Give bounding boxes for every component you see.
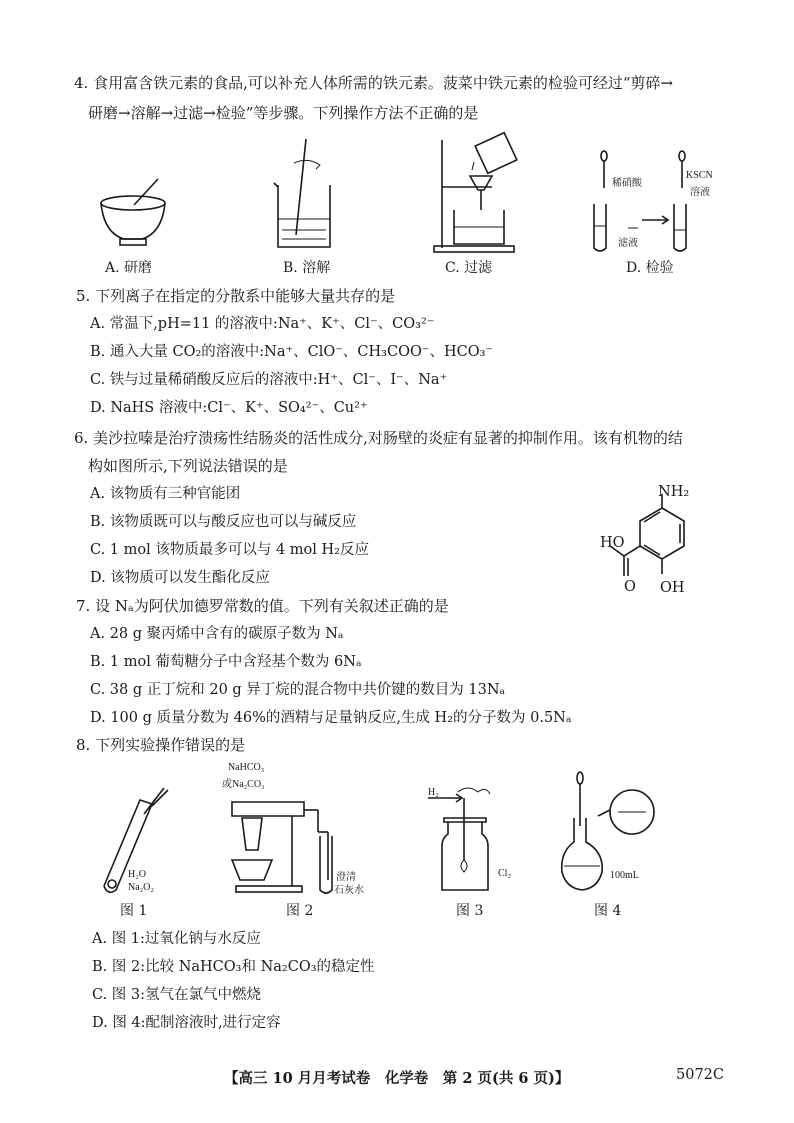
q5-option-d: D. NaHS 溶液中:Cl⁻、K⁺、SO₄²⁻、Cu²⁺ bbox=[90, 400, 368, 416]
q7-option-c: C. 38 g 正丁烷和 20 g 异丁烷的混合物中共价键的数目为 13Nₐ bbox=[90, 682, 506, 698]
label-limewater: 澄清 bbox=[336, 872, 356, 883]
q6-stem-line1: 6. 美沙拉嗪是治疗溃疡性结肠炎的活性成分,对肠壁的炎症有显著的抑制作用。该有机物的结 bbox=[74, 429, 683, 447]
q8-option-c: C. 图 3:氢气在氯气中燃烧 bbox=[92, 987, 262, 1003]
q6-option-a: A. 该物质有三种官能团 bbox=[90, 486, 241, 502]
beaker-with-stirring-rod-icon bbox=[268, 135, 348, 253]
q6-option-d: D. 该物质可以发生酯化反应 bbox=[90, 570, 270, 586]
label-dilute-acid: 稀硝酸 bbox=[612, 178, 642, 189]
label-h2: H₂ bbox=[428, 787, 439, 798]
label-limewater-2: 石灰水 bbox=[334, 885, 364, 896]
q7-stem: 7. 设 Nₐ为阿伏加德罗常数的值。下列有关叙述正确的是 bbox=[76, 597, 449, 615]
q8-fig3-caption: 图 3 bbox=[456, 903, 484, 919]
q4-stem-line1: 4. 食用富含铁元素的食品,可以补充人体所需的铁元素。菠菜中铁元素的检验可经过“剪碎→ bbox=[74, 74, 674, 92]
gas-jar-burning-icon bbox=[428, 786, 528, 896]
filtration-apparatus-icon bbox=[432, 132, 532, 257]
q8-option-b: B. 图 2:比较 NaHCO₃和 Na₂CO₃的稳定性 bbox=[92, 959, 375, 975]
label-filtrate: 滤液 bbox=[618, 238, 638, 249]
q5-option-c: C. 铁与过量稀硝酸反应后的溶液中:H⁺、Cl⁻、I⁻、Na⁺ bbox=[90, 372, 448, 388]
mortar-and-pestle-icon bbox=[98, 175, 168, 255]
structure-o-label: O bbox=[624, 579, 636, 595]
q6-option-c: C. 1 mol 该物质最多可以与 4 mol H₂反应 bbox=[90, 542, 369, 558]
q8-option-a: A. 图 1:过氧化钠与水反应 bbox=[92, 931, 261, 947]
label-100ml: 100mL bbox=[610, 870, 639, 881]
label-na2o2: Na₂O₂ bbox=[128, 882, 154, 893]
page-footer: 【高三 10 月月考试卷 化学卷 第 2 页(共 6 页)】 bbox=[224, 1070, 570, 1087]
test-tubes-with-droppers-icon bbox=[588, 150, 718, 260]
label-cl2: Cl₂ bbox=[498, 868, 511, 879]
q7-option-d: D. 100 g 质量分数为 46%的酒精与足量钠反应,生成 H₂的分子数为 0.5Nₐ bbox=[90, 710, 572, 726]
q8-fig2-caption: 图 2 bbox=[286, 903, 314, 919]
q5-option-a: A. 常温下,pH=11 的溶液中:Na⁺、K⁺、Cl⁻、CO₃²⁻ bbox=[90, 316, 435, 332]
q6-stem-line2: 构如图所示,下列说法错误的是 bbox=[88, 457, 288, 475]
q4-fig-c-caption: C. 过滤 bbox=[445, 260, 493, 276]
label-kscn: KSCN bbox=[686, 170, 713, 181]
q7-option-a: A. 28 g 聚丙烯中含有的碳原子数为 Nₐ bbox=[90, 626, 344, 642]
q5-stem: 5. 下列离子在指定的分散系中能够大量共存的是 bbox=[76, 287, 396, 305]
structure-nh2-label: NH₂ bbox=[658, 484, 690, 500]
label-or-na2co3: 或Na₂CO₃ bbox=[222, 779, 265, 790]
q4-fig-a-caption: A. 研磨 bbox=[105, 260, 153, 276]
label-h2o: H₂O bbox=[128, 869, 146, 880]
structure-ho-label: HO bbox=[600, 535, 625, 551]
q8-fig1-caption: 图 1 bbox=[120, 903, 148, 919]
q4-stem-line2: 研磨→溶解→过滤→检验”等步骤。下列操作方法不正确的是 bbox=[88, 104, 479, 122]
q6-option-b: B. 该物质既可以与酸反应也可以与碱反应 bbox=[90, 514, 357, 530]
q4-fig-d-caption: D. 检验 bbox=[626, 260, 674, 276]
label-kscn-solution: 溶液 bbox=[690, 187, 710, 198]
paper-code: 5072C bbox=[676, 1067, 724, 1083]
q8-stem: 8. 下列实验操作错误的是 bbox=[76, 736, 246, 754]
q4-fig-b-caption: B. 溶解 bbox=[283, 260, 331, 276]
q8-option-d: D. 图 4:配制溶液时,进行定容 bbox=[92, 1015, 281, 1031]
label-nahco3: NaHCO₃ bbox=[228, 762, 265, 773]
q8-fig4-caption: 图 4 bbox=[594, 903, 622, 919]
q7-option-b: B. 1 mol 葡萄糖分子中含羟基个数为 6Nₐ bbox=[90, 654, 362, 670]
q5-option-b: B. 通入大量 CO₂的溶液中:Na⁺、ClO⁻、CH₃COO⁻、HCO₃⁻ bbox=[90, 344, 494, 360]
structure-oh-label: OH bbox=[660, 580, 685, 596]
